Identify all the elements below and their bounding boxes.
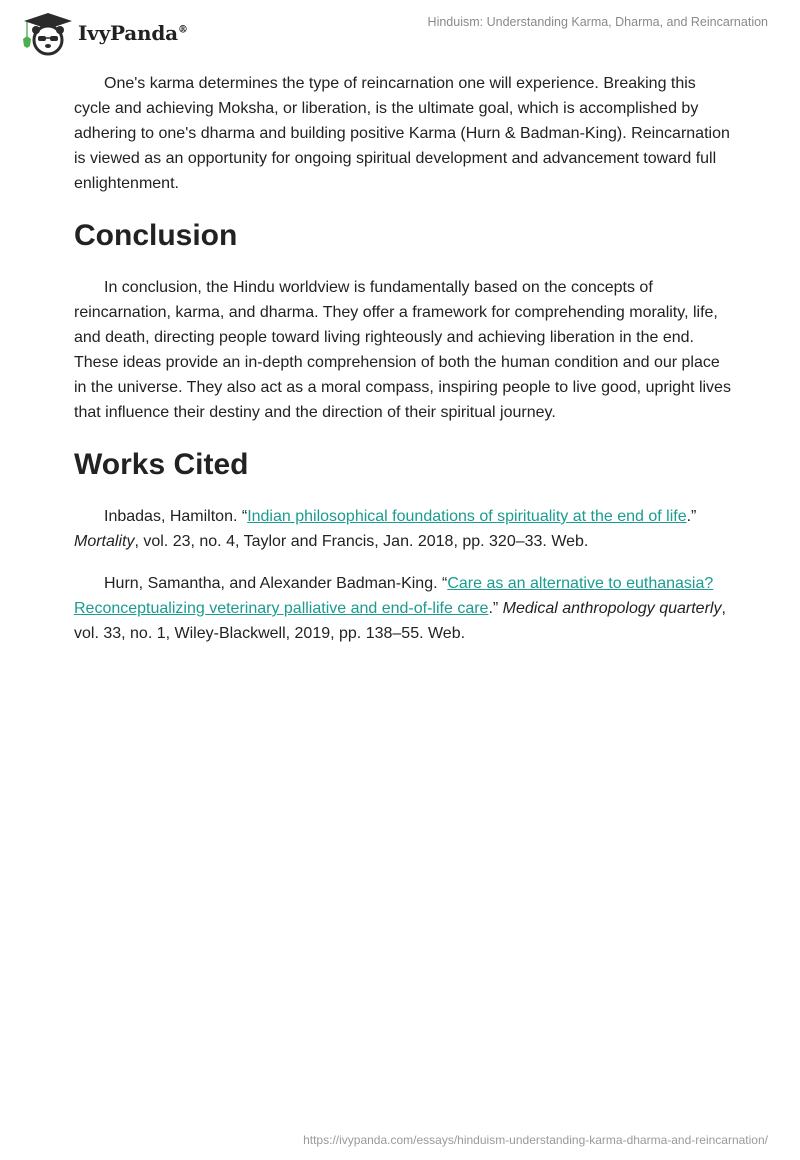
citation-link[interactable]: Care as an alternative to euthanasia? Reconceptualizing veterinary palliative and end-of-life care xyxy=(74,575,714,617)
citation-link[interactable]: Indian philosophical foundations of spirituality at the end of life xyxy=(247,508,687,525)
journal-title: Medical anthropology quarterly xyxy=(502,600,722,617)
section-heading-conclusion: Conclusion xyxy=(74,219,238,252)
logo-text: IvyPanda® xyxy=(78,21,188,45)
citation-entry: Inbadas, Hamilton. “Indian philosophical foundations of spirituality at the end of life.” Mortality, vol. 23, no. 4, Taylor and Francis, Jan. 2018, pp. 320–33. Web. xyxy=(74,508,697,550)
document-title: Hinduism: Understanding Karma, Dharma, and Reincarnation xyxy=(427,15,768,29)
citation-entry: Hurn, Samantha, and Alexander Badman-King. “Care as an alternative to euthanasia? Reconceptualizing veterinary palliative and end-of-life care.” Medical anthropology quarterly, vol. 33, no. 1, Wiley-Blackwell, 2019, pp. 138–55. Web. xyxy=(74,575,726,642)
journal-title: Mortality xyxy=(74,533,135,550)
logo[interactable] xyxy=(18,9,188,57)
conclusion-paragraph: In conclusion, the Hindu worldview is fundamentally based on the concepts of reincarnation, karma, and dharma. They offer a framework for comprehending morality, life, and death, directing people toward living righteously and achieving liberation in the end. These ideas provide an in-depth comprehension of both the human condition and our place in the universe. They also act as a moral compass, inspiring people to live good, upright lives that influence their destiny and the direction of their spiritual journey. xyxy=(74,279,731,421)
section-heading-works-cited: Works Cited xyxy=(74,448,249,481)
body-paragraph: One's karma determines the type of reincarnation one will experience. Breaking this cycle and achieving Moksha, or liberation, is the ultimate goal, which is accomplished by adhering to one's dharma and building positive Karma (Hurn & Badman-King). Reincarnation is viewed as an opportunity for ongoing spiritual development and advancement toward full enlightenment. xyxy=(74,75,730,192)
page-header xyxy=(0,0,800,60)
panda-graduate-icon xyxy=(18,9,76,57)
source-url[interactable]: https://ivypanda.com/essays/hinduism-understanding-karma-dharma-and-reincarnation/ xyxy=(303,1133,768,1147)
essay-content xyxy=(74,71,734,646)
